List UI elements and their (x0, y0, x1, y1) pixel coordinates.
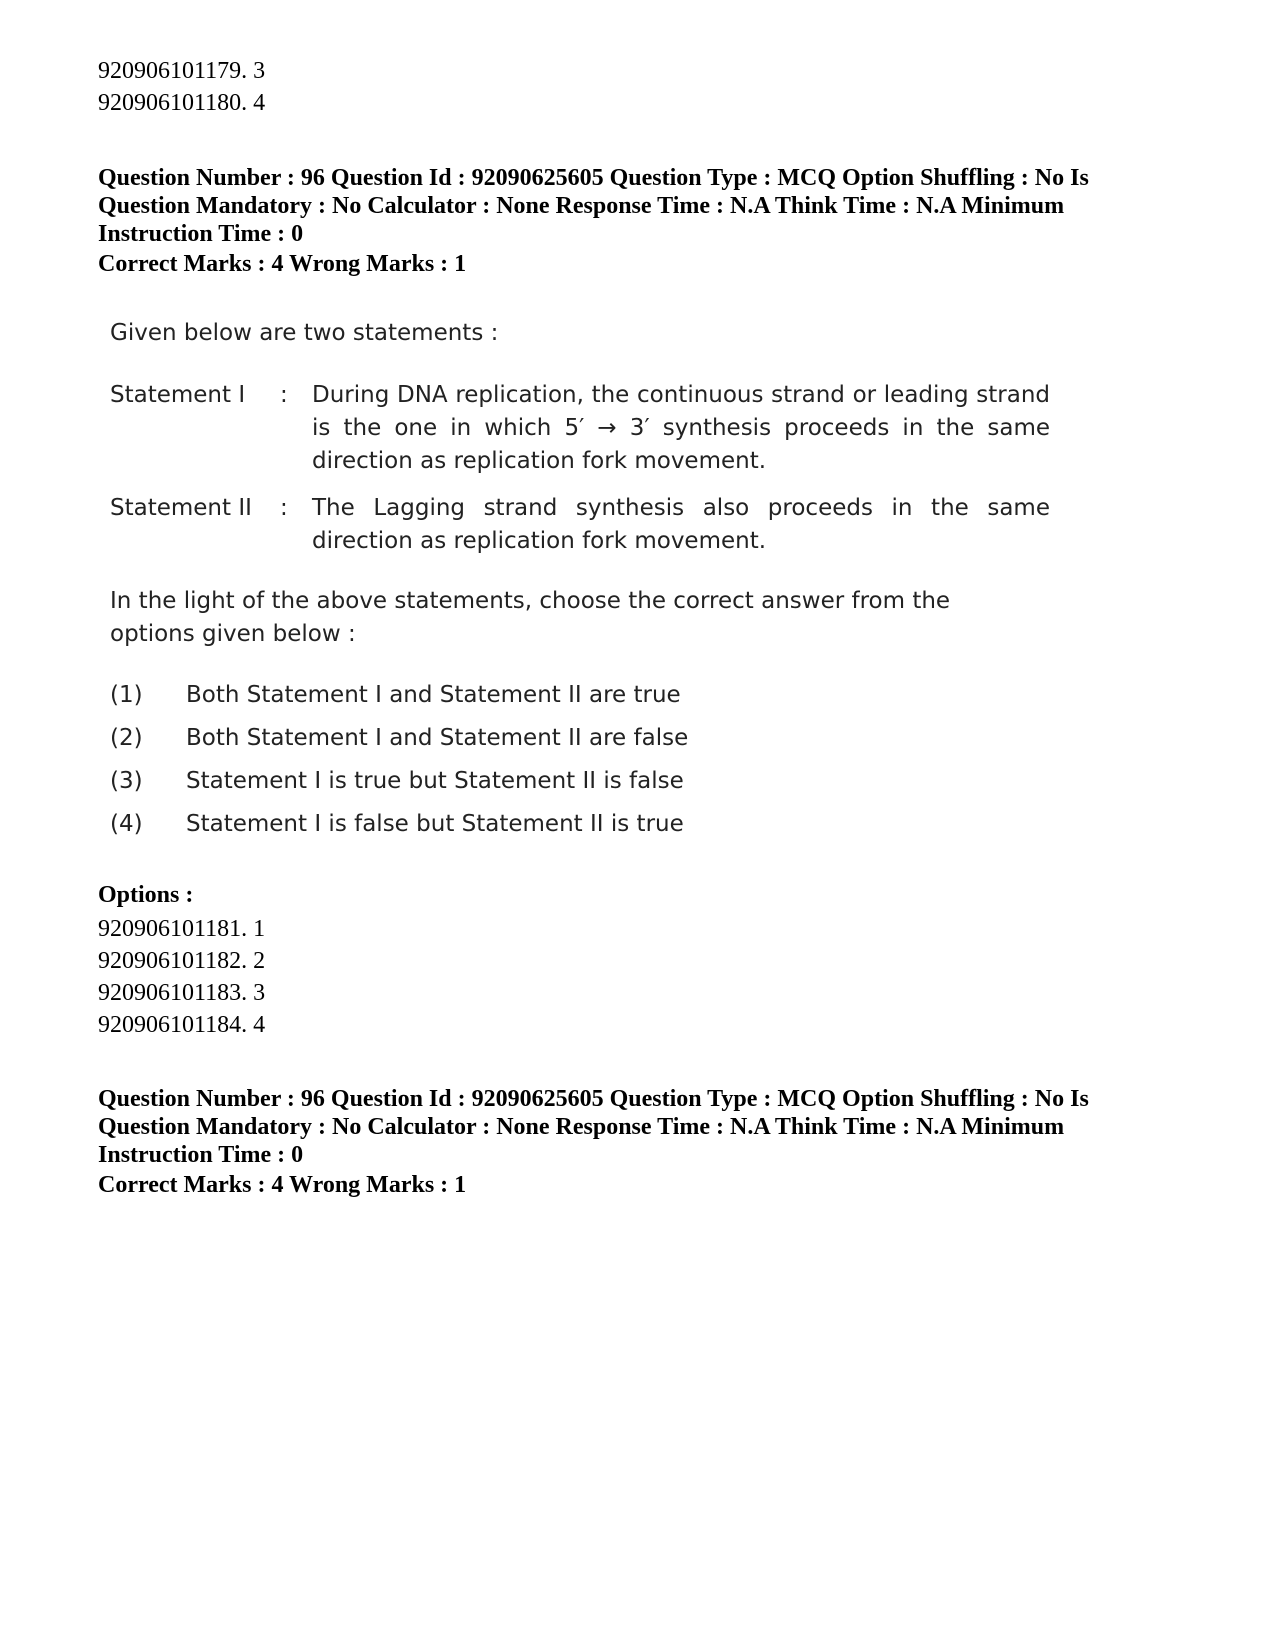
answer-choice-number: (1) (110, 682, 143, 708)
question-meta-line: Question Number : 96 Question Id : 92090625605 Question Type : MCQ Option Shuffling : No Is (98, 1086, 1089, 1112)
question-meta-line: Question Mandatory : No Calculator : None Response Time : N.A Think Time : N.A Minimum (98, 1114, 1065, 1140)
question-meta-line: Instruction Time : 0 (98, 1142, 304, 1168)
question-meta-line: Question Number : 96 Question Id : 92090625605 Question Type : MCQ Option Shuffling : No Is (98, 165, 1089, 191)
answer-choice (110, 678, 1050, 712)
option-id-line: 920906101182. 2 (98, 948, 266, 974)
question-meta (98, 164, 1188, 248)
option-id-line: 920906101179. 3 (98, 58, 266, 84)
statement-colon: : (280, 382, 288, 408)
question-meta (98, 1085, 1188, 1169)
answer-choice-number: (3) (110, 768, 143, 794)
question-body (110, 316, 1050, 850)
statement-label: Statement II (110, 495, 252, 521)
options-heading: Options : (98, 882, 194, 908)
statement-text: During DNA replication, the continuous strand or leading strand is the one in which 5′ → 3′ synthesis proceeds in the same direction as replication fork movement. (312, 382, 1050, 474)
question-marks: Correct Marks : 4 Wrong Marks : 1 (98, 1172, 467, 1198)
previous-options-list (98, 55, 1188, 119)
answer-choice-number: (4) (110, 811, 143, 837)
answer-choice-text: Both Statement I and Statement II are true (186, 682, 681, 708)
option-id-line: 920906101184. 4 (98, 1012, 266, 1038)
option-id-line: 920906101181. 1 (98, 916, 266, 942)
answer-choice (110, 764, 1050, 798)
answer-choice-text: Both Statement I and Statement II are false (186, 725, 689, 751)
answer-choice (110, 807, 1050, 841)
options-list (98, 913, 1188, 1041)
statement-row (110, 492, 1050, 558)
answer-choice-text: Statement I is false but Statement II is true (186, 811, 684, 837)
answer-choice (110, 721, 1050, 755)
question-prompt: In the light of the above statements, choose the correct answer from the options given below : (110, 588, 951, 647)
answer-choice-number: (2) (110, 725, 143, 751)
option-id-line: 920906101180. 4 (98, 90, 266, 116)
option-id-line: 920906101183. 3 (98, 980, 266, 1006)
question-intro: Given below are two statements : (110, 320, 499, 346)
statement-text: The Lagging strand synthesis also proceeds in the same direction as replication fork movement. (312, 495, 1050, 554)
statement-colon: : (280, 495, 288, 521)
answer-choice-text: Statement I is true but Statement II is false (186, 768, 684, 794)
question-meta-line: Instruction Time : 0 (98, 221, 304, 247)
question-marks: Correct Marks : 4 Wrong Marks : 1 (98, 251, 467, 277)
answer-choices (110, 678, 1050, 841)
statement-label: Statement I (110, 382, 246, 408)
statement-row (110, 379, 1050, 478)
question-meta-line: Question Mandatory : No Calculator : None Response Time : N.A Think Time : N.A Minimum (98, 193, 1065, 219)
